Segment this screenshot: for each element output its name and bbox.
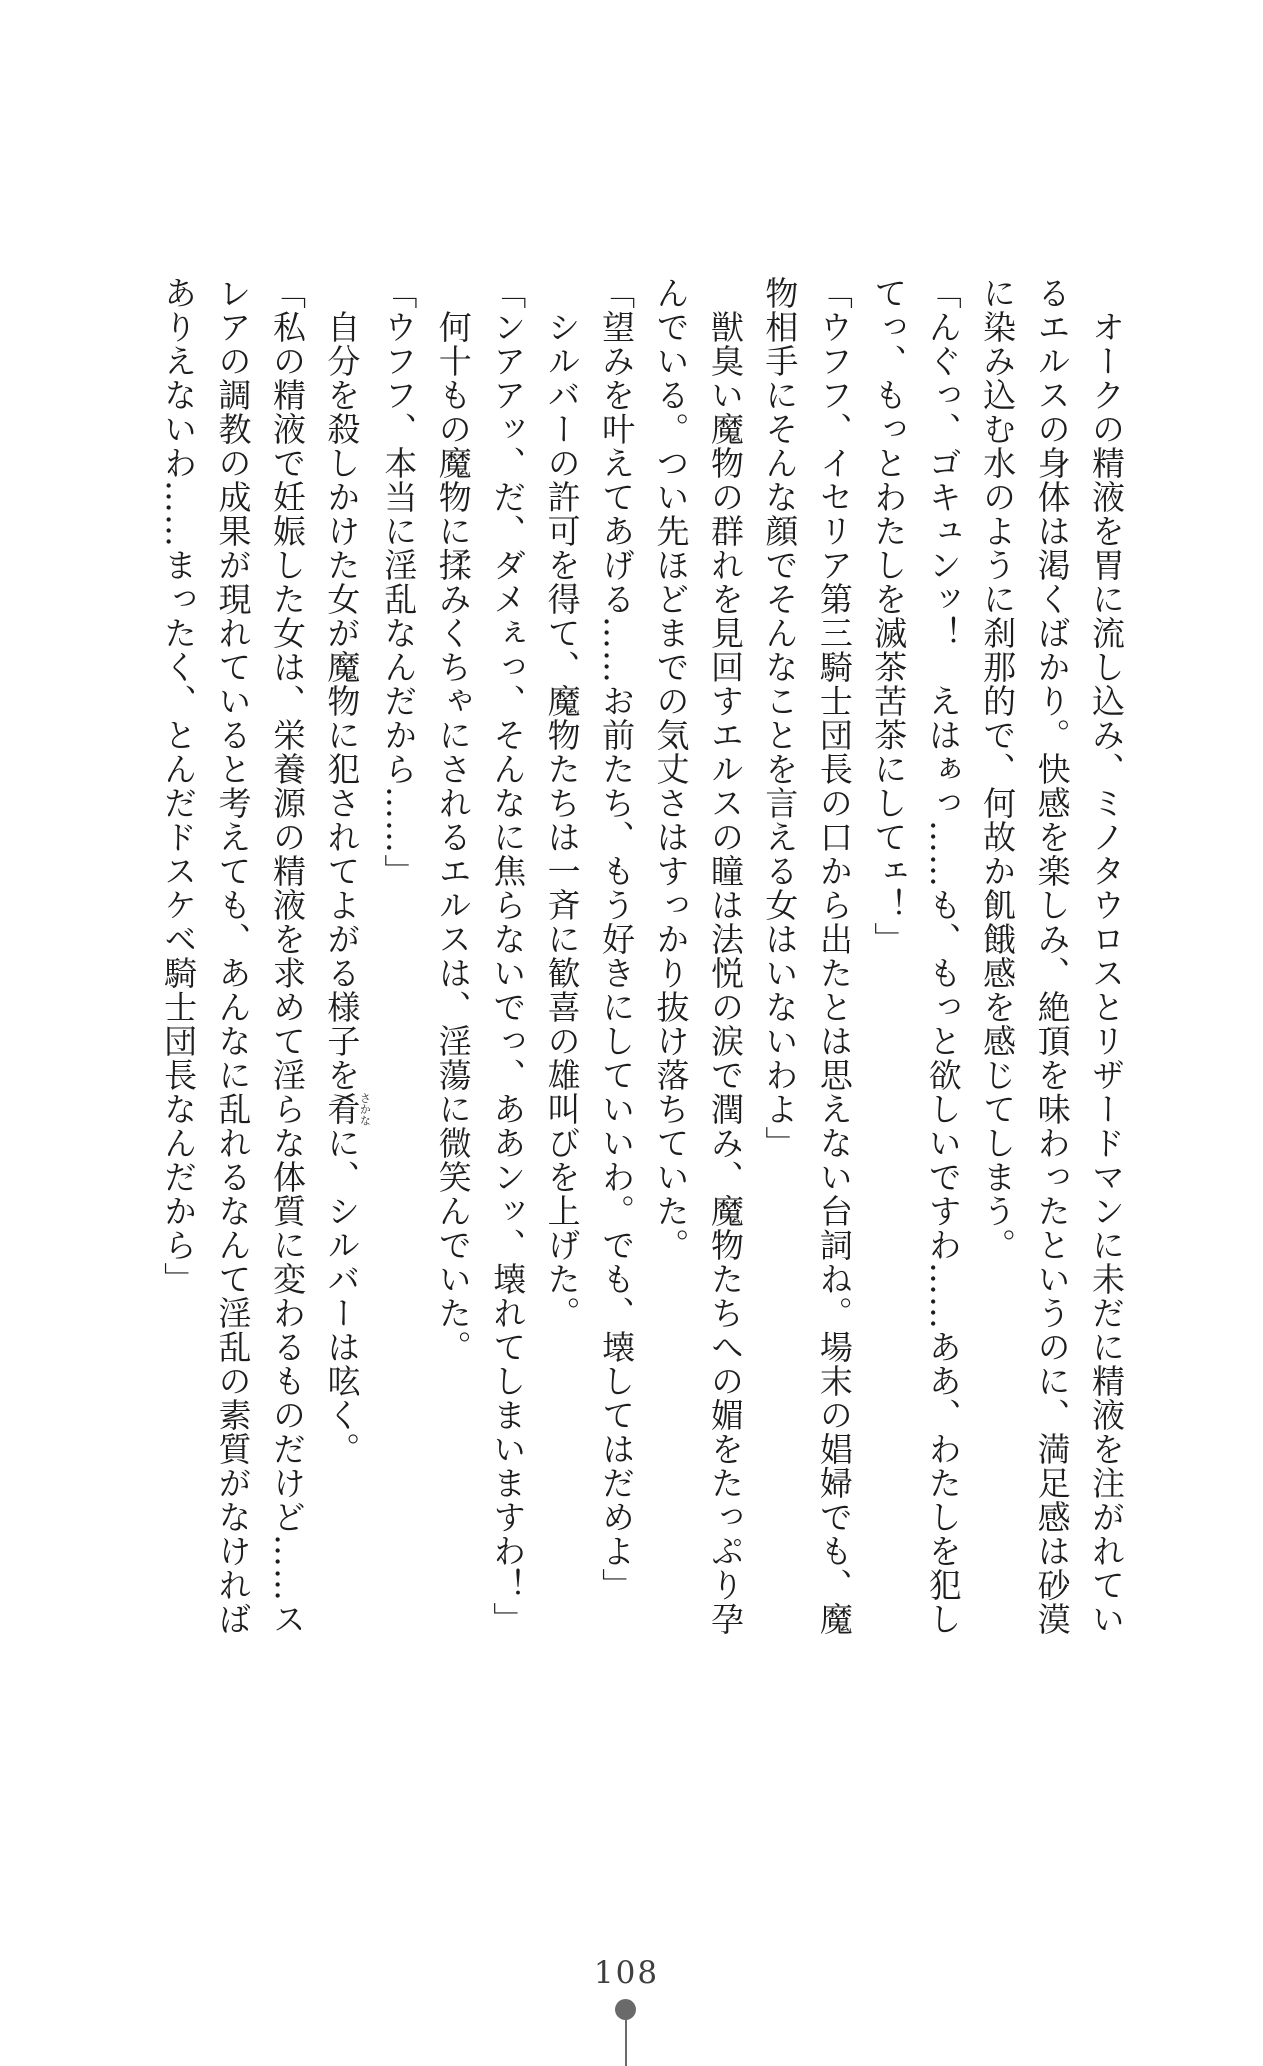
text-column: 「ンアアッ、だ、ダメぇっ、そんなに焦らないでっ、ああンッ、壊れてしまいますわ！」: [488, 276, 528, 1636]
text-column: に染み込む水のように刹那的で、何故か飢餓感を感じてしまう。: [978, 276, 1018, 1262]
ornament-line: [625, 2016, 627, 2066]
text-column: 何十もの魔物に揉みくちゃにされるエルスは、淫蕩に微笑んでいた。: [433, 276, 473, 1364]
text-segment: 自分を殺しかけた女が魔物に犯されてよがる様子を: [322, 276, 362, 1092]
text-column: シルバーの許可を得て、魔物たちは一斉に歓喜の雄叫びを上げた。: [542, 276, 582, 1330]
text-column: 獣臭い魔物の群れを見回すエルスの瞳は法悦の涙で潤み、魔物たちへの媚をたっぷり孕: [705, 276, 745, 1636]
text-column: 「ウフフ、本当に淫乱なんだから……」: [379, 276, 419, 888]
text-column-with-ruby: [314, 276, 371, 1661]
novel-text: [151, 276, 1133, 1661]
text-segment: に、シルバーは呟く。: [322, 1126, 362, 1466]
text-column: てっ、もっとわたしを滅茶苦茶にしてェ！」: [869, 276, 909, 956]
ruby-base: 肴: [322, 1092, 362, 1126]
page-number: 108: [593, 1955, 660, 1991]
text-column: んでいる。つい先ほどまでの気丈さはすっかり抜け落ちていた。: [651, 276, 691, 1262]
text-column: 物相手にそんな顔でそんなことを言える女はいないわよ」: [760, 276, 800, 1160]
text-column: 「望みを叶えてあげる……お前たち、もう好きにしていいわ。でも、壊してはだめよ」: [597, 276, 637, 1602]
text-column: 「んぐっ、ゴキュンッ！ えはぁっ……も、もっと欲しいですわ……ああ、わたしを犯し: [923, 276, 963, 1636]
text-column: 「私の精液で妊娠した女は、栄養源の精液を求めて淫らな体質に変わるものだけど……ス: [267, 276, 307, 1636]
text-column: 「ウフフ、イセリア第三騎士団長の口から出たとは思えない台詞ね。場末の娼婦でも、魔: [814, 276, 854, 1636]
ruby-annotation: [322, 1092, 372, 1126]
text-column: レアの調教の成果が現れていると考えても、あんなに乱れるなんて淫乱の素質がなければ: [213, 276, 253, 1636]
text-column: オークの精液を胃に流し込み、ミノタウロスとリザードマンに未だに精液を注がれてい: [1087, 276, 1126, 1636]
text-column: ありえないわ……まったく、とんだドスケベ騎士団長なんだから」: [159, 276, 199, 1296]
text-column: るエルスの身体は渇くばかり。快感を楽しみ、絶頂を味わったというのに、満足感は砂漠: [1032, 276, 1072, 1636]
ruby-text: さかな: [358, 1092, 372, 1126]
